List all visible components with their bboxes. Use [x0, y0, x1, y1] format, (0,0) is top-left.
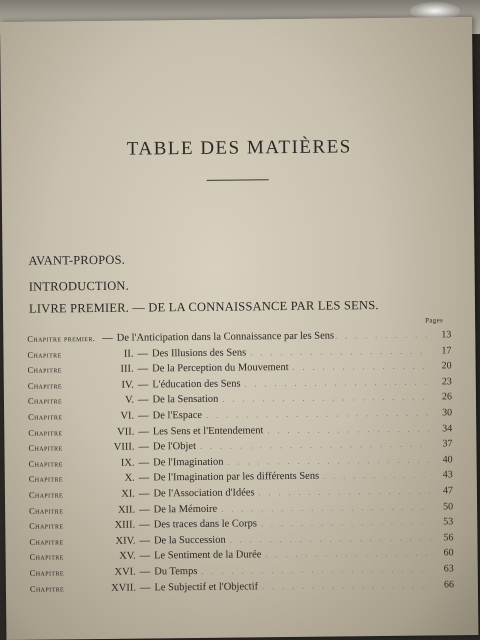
dot-leader	[202, 408, 430, 419]
entry-separator: —	[138, 472, 150, 484]
dot-leader	[217, 502, 431, 513]
toc-list	[27, 329, 454, 599]
page-number: 63	[443, 563, 454, 575]
chapter-title: De la Perception du Mouvement	[152, 362, 289, 375]
chapter-number: II.	[123, 348, 134, 360]
page-number: 43	[442, 469, 453, 481]
entry-separator: —	[102, 332, 113, 344]
chapter-number: X.	[124, 472, 135, 485]
dot-leader	[289, 362, 430, 372]
dot-leader	[257, 518, 431, 529]
dot-leader	[334, 331, 429, 341]
chapter-label: Chapitre	[27, 349, 62, 360]
entry-separator: —	[137, 394, 149, 406]
chapter-number: IV.	[121, 379, 134, 391]
title-rule	[207, 179, 269, 181]
chapter-number: XV.	[119, 550, 136, 563]
chapter-number: XII.	[117, 504, 136, 516]
page-number: 50	[443, 500, 454, 512]
dot-leader	[319, 471, 431, 481]
chapter-label: Chapitre	[29, 537, 64, 547]
page-number: 17	[441, 344, 452, 356]
chapter-title: Des Illusions des Sens	[151, 347, 247, 360]
dot-leader	[261, 549, 431, 560]
page-number: 20	[441, 360, 452, 372]
page-title: TABLE DES MATIÈRES	[126, 136, 352, 160]
entry-separator: —	[138, 410, 149, 422]
page-number: 40	[442, 454, 453, 466]
dot-leader	[240, 377, 429, 388]
chapter-label: Chapitre	[27, 365, 62, 375]
entry-separator: —	[139, 535, 150, 547]
chapter-title: Des traces dans le Corps	[153, 518, 258, 531]
chapter-number: VIII.	[113, 441, 135, 453]
page-number: 56	[443, 531, 454, 544]
chapter-label: Chapitre	[28, 412, 63, 422]
chapter-label: Chapitre	[29, 521, 64, 531]
entry-separator: —	[139, 581, 151, 594]
chapter-title: Le Sentiment de la Durée	[154, 549, 262, 562]
entry-separator: —	[138, 441, 150, 453]
dot-leader	[258, 580, 432, 591]
entry-separator: —	[137, 363, 149, 375]
chapter-title: Le Subjectif et l'Objectif	[154, 580, 259, 593]
front-matter-introduction: INTRODUCTION.	[28, 278, 130, 294]
dot-leader	[218, 393, 430, 404]
dot-leader	[196, 440, 431, 451]
chapter-label: Chapitre	[28, 427, 63, 438]
chapter-title: De la Succession	[153, 534, 226, 547]
dot-leader	[255, 486, 431, 497]
chapter-title: De la Mémoire	[153, 503, 218, 515]
page-number: 37	[442, 438, 453, 450]
chapter-number: XI.	[121, 488, 136, 500]
entry-separator: —	[138, 457, 150, 469]
chapter-title: De l'Imagination par les différents Sens	[153, 471, 320, 484]
chapter-number: VI.	[120, 410, 135, 422]
page-number: 13	[441, 329, 452, 341]
entry-separator: —	[139, 566, 151, 578]
page-number: 30	[442, 407, 453, 419]
page-number: 23	[441, 376, 452, 388]
chapter-number: XVII.	[111, 582, 136, 594]
dot-leader	[263, 424, 430, 435]
chapter-label: Chapitre	[29, 583, 65, 594]
toc-entry	[30, 579, 454, 599]
page-number: 26	[441, 391, 453, 403]
page-number: 66	[443, 578, 454, 590]
chapter-title: L'éducation des Sens	[152, 378, 241, 391]
entry-separator: —	[139, 550, 151, 562]
chapter-label: Chapitre	[29, 552, 64, 563]
chapter-label: Chapitre	[28, 459, 63, 469]
chapter-title: De l'Imagination	[153, 456, 224, 469]
entry-separator: —	[138, 426, 149, 438]
chapter-label: Chapitre	[28, 474, 63, 485]
chapter-title: De l'Objet	[152, 441, 197, 453]
chapter-label: Chapitre	[29, 505, 64, 516]
chapter-title: Les Sens et l'Entendement	[152, 424, 264, 437]
section-heading: LIVRE PREMIER. — DE LA CONNAISSANCE PAR LES SENS.	[28, 298, 379, 316]
chapter-number: XVI.	[114, 566, 136, 578]
chapter-title: De l'Anticipation dans la Connaissance par les Sens	[116, 330, 335, 344]
page-number: 60	[443, 547, 454, 559]
page-number: 53	[443, 516, 454, 528]
entry-separator: —	[139, 519, 150, 531]
chapter-label: Chapitre	[28, 443, 63, 453]
chapter-number: IX.	[120, 457, 135, 469]
dot-leader	[197, 564, 431, 575]
entry-separator: —	[139, 503, 150, 516]
chapter-number: V.	[125, 394, 135, 407]
front-matter-avant-propos: AVANT-PROPOS.	[28, 252, 126, 268]
entry-separator: —	[137, 348, 149, 360]
dot-leader	[246, 346, 429, 357]
chapter-number: XIII.	[114, 519, 136, 531]
entry-separator: —	[138, 488, 150, 500]
chapter-number: III.	[120, 363, 134, 375]
chapter-label: Chapitre	[29, 568, 64, 578]
pages-column-header: Pages	[425, 316, 444, 325]
page-number: 47	[442, 485, 453, 497]
dot-leader	[226, 533, 432, 544]
dot-leader	[223, 455, 430, 466]
chapter-title: De la Sensation	[152, 394, 219, 406]
chapter-label: Chapitre	[27, 396, 63, 407]
chapter-label: Chapitre	[28, 490, 64, 500]
chapter-label: Chapitre	[27, 381, 62, 391]
chapter-number: VII.	[117, 426, 135, 438]
chapter-title: Du Temps	[154, 565, 198, 578]
book-page	[0, 17, 478, 640]
chapter-title: De l'Association d'Idées	[153, 487, 255, 500]
page-number: 34	[442, 422, 453, 434]
entry-separator: —	[137, 379, 149, 391]
chapter-title: De l'Espace	[152, 409, 203, 422]
chapter-number: XIV.	[115, 535, 136, 547]
chapter-label: Chapitre premier.	[27, 334, 96, 344]
